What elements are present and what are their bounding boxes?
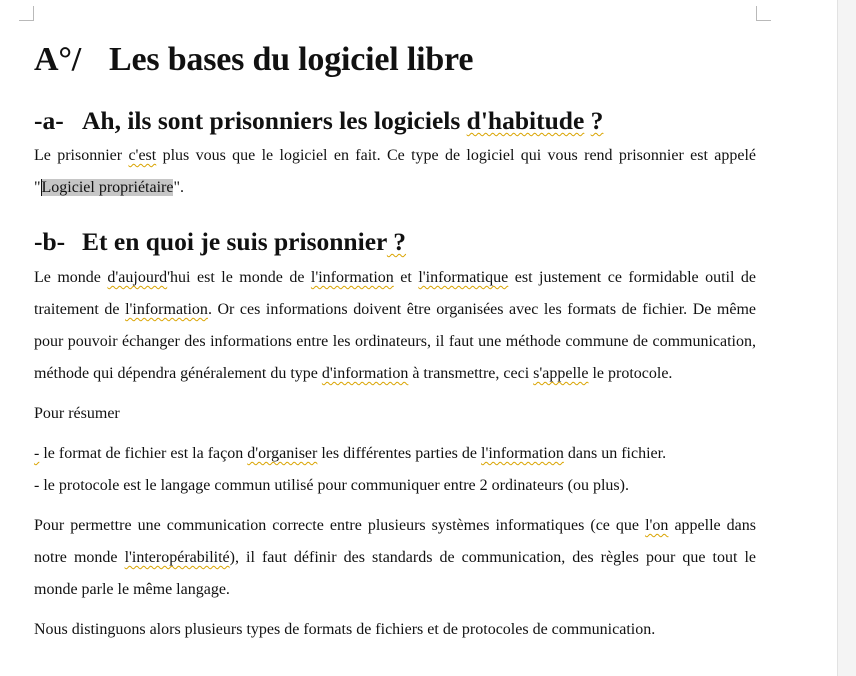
section-b-paragraph-4 xyxy=(34,510,756,606)
spellcheck-word: l'informatique xyxy=(418,269,509,286)
title-text: Les bases du logiciel libre xyxy=(109,41,474,78)
section-b-paragraph-1 xyxy=(34,262,756,390)
spellcheck-word: d'aujourd xyxy=(107,269,168,286)
text-run: . Or ces informations doivent être organisées avec les formats de fichier. De même pour pouvoir échanger des informations entre les ordinateurs, il faut une méthode commune de communication, méthode qui dépendra généralement du type xyxy=(34,301,756,382)
paragraph-spacing xyxy=(34,502,756,510)
text-run: dans un fichier. xyxy=(563,445,667,462)
spellcheck-word: s'appelle xyxy=(533,365,589,382)
spellcheck-word: l'information xyxy=(125,301,208,318)
text-run: - le protocole est le langage commun utilisé pour communiquer entre 2 ordinateurs (ou plus). xyxy=(34,477,629,494)
text-run: Nous distinguons alors plusieurs types de formats de fichiers et de protocoles de communication. xyxy=(34,621,656,638)
text-run: les différentes parties de xyxy=(317,445,481,462)
spellcheck-word: d'habitude xyxy=(466,106,585,135)
page-corner-marker-top-right xyxy=(756,6,771,21)
selected-text[interactable]: Logiciel propriétaire xyxy=(41,179,174,196)
spellcheck-word: l'information xyxy=(310,269,394,286)
text-run: Pour permettre une communication correcte entre plusieurs systèmes informatiques (ce que xyxy=(34,517,646,534)
section-a-paragraph xyxy=(34,140,756,204)
text-run: Le prisonnier xyxy=(34,147,129,164)
spellcheck-word: d'information xyxy=(321,365,409,382)
paragraph-spacing xyxy=(34,430,756,438)
spellcheck-word: c'est xyxy=(128,147,157,164)
section-b-heading xyxy=(34,225,756,259)
title-number: A°/ xyxy=(34,41,81,78)
section-b-heading-text: Et en quoi je suis prisonnier xyxy=(82,227,387,256)
text-run: ), il faut définir des standards de communication, des règles pour que tout le monde parle le même langage. xyxy=(34,549,757,598)
spellcheck-word: l'interopérabilité xyxy=(124,549,230,566)
paragraph-spacing xyxy=(34,390,756,398)
section-b-paragraph-5 xyxy=(34,614,756,646)
paragraph-spacing xyxy=(34,606,756,614)
text-run: le protocole. xyxy=(588,365,673,382)
text-run: appelle dans notre monde xyxy=(34,517,756,566)
text-run: Pour résumer xyxy=(34,405,120,422)
section-a-heading-text: Ah, ils sont prisonniers les logiciels xyxy=(82,106,467,135)
spellcheck-word: ? xyxy=(386,227,407,256)
text-run: 'hui est le monde de xyxy=(167,269,311,286)
text-run: et xyxy=(393,269,419,286)
text-run: le format de fichier est la façon xyxy=(39,445,248,462)
spellcheck-word: ? xyxy=(590,106,604,135)
spellcheck-word: l'information xyxy=(481,445,564,462)
spellcheck-word: d'organiser xyxy=(247,445,318,462)
document-title xyxy=(34,38,756,82)
text-run: Le monde xyxy=(34,269,108,286)
text-run: à transmettre, ceci xyxy=(408,365,534,382)
text-run: est justement ce formidable outil de traitement de xyxy=(34,269,757,318)
spellcheck-word: l'on xyxy=(645,517,669,534)
section-b-number: -b- xyxy=(34,227,66,256)
spellcheck-word: - xyxy=(34,445,40,462)
text-run: plus vous que le logiciel en fait. Ce type de logiciel qui vous rend prisonnier est appelé " xyxy=(34,147,757,196)
vertical-scrollbar[interactable] xyxy=(837,0,856,676)
section-a-heading xyxy=(34,104,756,138)
section-a-number: -a- xyxy=(34,106,64,135)
section-b-paragraph-2 xyxy=(34,398,756,430)
document-body[interactable] xyxy=(34,38,756,646)
text-run: ". xyxy=(173,179,184,196)
section-b-paragraph-3 xyxy=(34,438,756,502)
page-corner-marker-top-left xyxy=(19,6,34,21)
